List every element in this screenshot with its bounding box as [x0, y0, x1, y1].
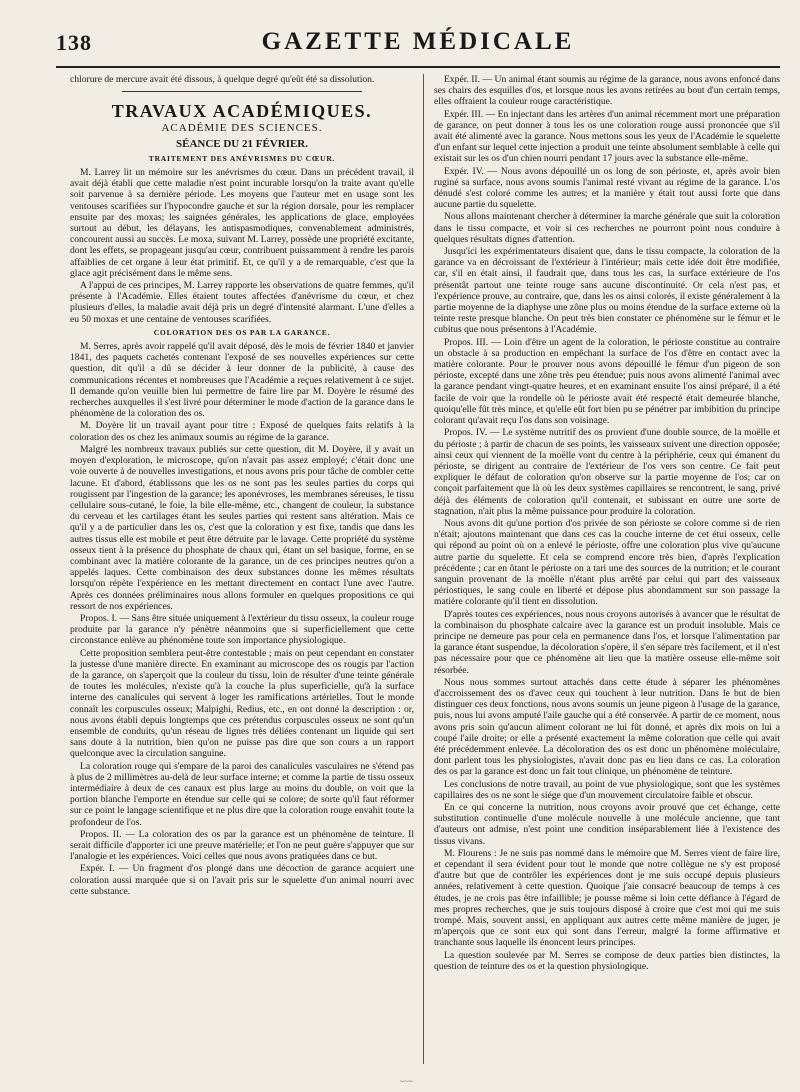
paragraph: La question soulevée par M. Serres se compose de deux parties bien distinctes, la question de teinture des os et la question physiologique. — [434, 949, 780, 972]
paragraph: La coloration rouge qui s'empare de la paroi des canalicules vasculaires ne s'étend pas à plus de 2 millimètres au-delà de leur surface interne; et comme la partie de tissu osseux intermédiaire à deux de ces canaux est plus large au moins du double, on voit que la portion blanche l'emporte en étendue sur celle qui se colore; de sorte qu'il faut réformer sur ce point le langage scientifique et ne plus dire que la coloration rouge envahit toute la profondeur de l'os. — [70, 760, 414, 828]
paragraph: Nous nous sommes surtout attachés dans cette étude à séparer les phénomènes d'accroissement des os d'avec ceux qui touchent à leur nutrition. Dans le but de bien distinguer ces deux fonctions, nous avons soumis un jeune pigeon à l'usage de la garance, puis, nous lui avons amputé l'aile gauche qui a été conservée. A partir de ce moment, nous avons pris soin qu'aucun aliment colorant ne lui fût donné, et après dix mois on lui a coupé l'aile droite; or elle a présenté exactement la même coloration que celle qui avait été précédemment enlevée. La décoloration des os est donc un phénomène moléculaire, dont parlent tous les physiologistes, n'avait donc pas eu lieu dans ce cas. La coloration des os par la garance est donc un fait tout clinique, un phénomène de teinture. — [434, 676, 780, 778]
journal-title: GAZETTE MÉDICALE — [261, 28, 575, 55]
paragraph: chlorure de mercure avait été dissous, à quelque degré qu'eût été sa dissolution. — [70, 74, 375, 85]
paragraph: Jusqu'ici les expérimentateurs disaient que, dans le tissu compacte, la coloration de la garance va en décroissant de l'extérieur à l'intérieur; mais cette idée doit être modifiée, car, s'il en était ainsi, il faudrait que, dans tous les cas, la surface extérieure de l'os présentât partout une teinte rouge sans aucune discontinuité. Or cela n'est pas, et l'expérience prouve, au contraire, que, dans les os ainsi colorés, il existe généralement à la partie moyenne de la diaphyse une zône plus ou moins étendue de la surface externe où la teinte reste presque blanche. On peut très bien constater ce phénomène sur le fémur et le cubitus que nous présentons à l'Académie. — [434, 246, 780, 336]
paragraph: En ce qui concerne la nutrition, nous croyons avoir prouvé que cet échange, cette substitution continuelle d'une molécule nouvelle à une molécule ancienne, que tant d'auteurs ont admise, n'est point une condition inséparablement liée à l'existence des tissus vivans. — [434, 802, 780, 847]
paragraph: Expér. III. — En injectant dans les artères d'un animal récemment mort une préparation de garance, on peut donner à tous les os une coloration rouge aussi prononcée que s'il avait été alimenté avec la garance. Nous mettons sous les yeux de l'Académie le squelette d'un enfant sur lequel cette injection a produit une teinte absolument semblable à celle qui existait sur les os d'un chien nourri pendant 17 jours avec la substance elle-même. — [434, 108, 780, 165]
paragraph: Propos. I. — Sans être située uniquement à l'extérieur du tissu osseux, la couleur rouge produite par la garance n'y pénètre néanmoins que si superficiellement que cette circonstance enlève au phénomène toute son importance physiologique. — [70, 612, 414, 647]
page-number: 138 — [56, 30, 92, 55]
paragraph: Expér. I. — Un fragment d'os plongé dans une décoction de garance acquiert une coloration aussi marquée que si on l'avait pris sur le squelette d'un animal nourri avec cette substance. — [70, 863, 414, 897]
page-header — [56, 26, 780, 68]
paragraph: D'après toutes ces expériences, nous nous croyons autorisés à avancer que le résultat de la combinaison du phosphate calcaire avec la garance est un produit insoluble. Mais ce principe ne demeure pas pour cela en permanence dans l'os, et lorsque l'alimentation par la garance étant suspendue, la décoloration s'opère, il s'en sépare très facilement, et il n'est pas nécessaire pour que ce phénomène ait lieu que la matière osseuse elle-même soit résorbée. — [434, 608, 780, 676]
paragraph: M. Doyère lit un travail ayant pour titre : Exposé de quelques faits relatifs à la coloration des os chez les animaux soumis au régime de la garance. — [70, 420, 414, 443]
page — [56, 26, 780, 1076]
paragraph: M. Flourens : Je ne suis pas nommé dans le mémoire que M. Serres vient de faire lire, et cependant il sera évident pour tout le monde que notre collègue ne s'y est proposé d'autre but que de contrôler les expériences dont je me suis occupé depuis plusieurs années, relativement à cette question. Quoique j'aie consacré beaucoup de temps à ces études, je ne crois pas être infaillible; je pousse même si loin cette défiance à l'égard de mes propres recherches, que je suis toujours disposé à croire que c'est moi qui me suis trompé. Mais, souvent aussi, en appliquant aux autres cette même manière de juger, je m'aperçois que ce sont eux qui sont dans l'erreur, malgré la forme affirmative et tranchante sous laquelle ils énoncent leurs principes. — [434, 847, 780, 949]
left-column — [70, 74, 414, 898]
paragraph: Nous avons dit qu'une portion d'os privée de son périoste se colore comme si de rien n'était; ajoutons maintenant que dans ces cas la couche interne de cet étui osseux, celle qui répond au point où on a enlevé le périoste, offre une coloration plus vive qu'aucune autre partie du squelette. Et cela se comprend encore très bien, d'après l'explication précédente ; car en ôtant le périoste on a tari une des sources de la nutrition; et le courant sanguin provenant de la moëlle n'étant plus arrêté par celui qui part des vaisseaux périostiques, le sang coule en liberté et dépose plus abondamment sur son passage la matière colorante qu'il tient en dissolution. — [434, 517, 780, 608]
subtitle-aneurysms: TRAITEMENT DES ANÉVRISMES DU CŒUR. — [148, 153, 336, 163]
paragraph: Les conclusions de notre travail, au point de vue physiologique, sont que les systèmes capillaires des os ne sont le siége que d'un mouvement circulatoire faible et obscur. — [434, 778, 780, 801]
paragraph: Propos. III. — Loin d'être un agent de la coloration, le périoste constitue au contraire un obstacle à sa production en empêchant la surface de l'os d'être en contact avec la matière colorante. Pour le prouver nous avons dépouillé le fémur d'un pigeon de son périoste, excepté dans une zône très peu étendue; puis nous avons alimenté l'animal avec la garance pendant vingt-quatre heures, et en examinant ensuite l'os ainsi préparé, il a été facile de voir que la rondelle où le périoste avait été respecté était demeurée blanche, quoiqu'elle fût très mince, et qu'elle eût fort bien pu se pénétrer par imbibition du principe colorant qu'avait reçu l'os dans son voisinage. — [434, 336, 780, 427]
paragraph: Nous allons maintenant chercher à déterminer la marche générale que suit la coloration dans le tissu compacte, et voir si ces recherches ne pourront point nous conduire à quelques résultats dignes d'attention. — [434, 211, 780, 245]
seance-heading: SÉANCE DU 21 FÉVRIER. — [175, 137, 309, 150]
column-divider — [423, 74, 424, 1064]
subtitle-coloration: COLORATION DES OS PAR LA GARANCE. — [153, 327, 331, 337]
paragraph: Expér. II. — Un animal étant soumis au régime de la garance, nous avons enfoncé dans ses chairs des esquilles d'os, et lorsque nous les avons retirées au bout d'un certain temps, elles offraient la couleur rouge caractéristique. — [434, 74, 780, 108]
paragraph: A l'appui de ces principes, M. Larrey rapporte les observations de quatre femmes, qu'il présente à l'Académie. Elles étaient toutes affectées d'anévrisme du cœur, et chez plusieurs d'elles, la maladie avait déjà pris un degré d'intensité alarmant. L'une d'elles a eu 50 moxas et une centaine de ventouses scarifiées. — [70, 280, 414, 325]
paragraph: Malgré les nombreux travaux publiés sur cette question, dit M. Doyère, il y avait un moyen d'exploration, le microscope, qu'on n'avait pas assez employé; c'était donc une voie ouverte à de nouvelles investigations, et nous avons pris pour tâche de combler cette lacune. Et d'abord, établissons que les os ne sont pas les seules parties du corps qui rougissent par l'ingestion de la garance; les aponévroses, les membranes séreuses, le tissu cellulaire sous-cutané, le foie, la bile elle-même, etc., changent de couleur, la substance du cerveau et les cartilages étant les seules parties qui restent sans altération. Mais ce qu'il y a de particulier dans les os, c'est que la coloration y est fixe, tandis que dans les autres tissus elle est mobile et peut être détruite par le lavage. Cette propriété du système osseux tient à la présence du phosphate de chaux qui, étant un sel basique, forme, en se combinant avec la matière colorante de la garance, un de ces principes neutres qu'on a appelés laques. Cette combinaison des deux substances donne les mêmes résultats lorsqu'on répète l'expérience en les mettant directement en contact l'une avec l'autre. Après ces données préliminaires nous allons formuler en quelques propositions ce qui ressort de nos expériences. — [70, 443, 414, 612]
paragraph: Propos. IV. — Le système nutritif des os provient d'une double source, de la moëlle et du périoste ; à partir de chacun de ses points, les vaisseaux suivent une direction opposée; ainsi ceux qui viennent de la moëlle vont du centre à la périphérie, ceux qui émanent du périoste, se dirigent au contraire de l'extérieur de l'os vers son centre. Ce fait peut expliquer le défaut de coloration qu'on observe sur la partie moyenne de l'os; car on conçoit parfaitement que là où les deux systèmes capillaires se rencontrent, le sang, privé déjà des éléments de coloration qu'il contenait, et subissant en outre une sorte de stagnation, n'ait plus la même puissance pour produire la coloration. — [434, 427, 780, 517]
paragraph: M. Larrey lit un mémoire sur les anévrismes du cœur. Dans un précédent travail, il avait déjà établi que cette maladie n'est point incurable lorsqu'on la traite avant qu'elle soit parvenue à sa dernière période. Les moyens que l'auteur met en usage sont les ventouses scarifiées sur l'hypocondre gauche et sur la région dorsale, pour les remplacer ensuite par des moxas; les saignées générales, les applications de glace, employées surtout au début, les délayans, les antispasmodiques, convenablement administrés, concourent aussi au succès. Le moxa, suivant M. Larrey, possède une propriété excitante, dont les effets, se propageant jusqu'au cœur, contribuent puissamment à rendre les parois affaiblies de cet organe à leur état primitif. Et, ce qu'il y a de remarquable, c'est que la glace agit précisément dans le même sens. — [70, 167, 414, 279]
paragraph: Propos. II. — La coloration des os par la garance est un phénomène de teinture. Il serait difficile d'apporter ici une preuve matérielle; et l'on ne peut guère s'appuyer que sur l'analogie et les expériences. Voici celles que nous avons pratiquées dans ce but. — [70, 828, 414, 863]
divider — [122, 91, 363, 92]
right-column — [434, 74, 780, 973]
academy-heading: ACADÉMIE DES SCIENCES. — [161, 122, 323, 135]
paragraph: M. Serres, après avoir rappelé qu'il avait déposé, dès le mois de février 1840 et janvier 1841, des paquets cachetés contenant l'exposé de ses nouvelles expériences sur cette question, dit qu'il a dû se décider à leur donner de la publicité, à cause des communications récentes et nombreuses que l'Académie a reçues relativement à ce sujet. Il demande qu'on veuille bien lui permettre de faire lire par M. Doyère le résumé des recherches auxquelles il s'est livré pour déterminer le mode d'action de la garance dans le phénomène de la coloration des os. — [70, 341, 414, 420]
printer-mark: ~~~ — [400, 1077, 413, 1086]
paragraph: Expér. IV. — Nous avons dépouillé un os long de son périoste, et, après avoir bien ruginé sa surface, nous avons soumis l'animal resté vivant au régime de la garance. L'os dénudé s'est coloré comme les autres; et la manière y était tout aussi forte que dans aucune partie du squelette. — [434, 165, 780, 211]
paragraph: Cette proposition semblera peut-être contestable ; mais on peut cependant en constater la justesse d'une manière directe. En examinant au microscope des os rougis par l'action de la garance, on s'aperçoit que la couleur du tissu, loin de résulter d'une teinte générale de toutes les molécules, n'existe qu'à la couche la plus superficielle, qu'à la surface interne des canalicules qui servent à loger les ramifications artérielles. Tout le monde connaît les corpuscules osseux; Malpighi, Redius, etc., en ont donné la description : or, nous avons établi depuis longtemps que ces prétendus corpuscules osseux ne sont qu'un ensemble de conduits, qu'un réseau de lignes très déliées contenant un liquide qui sert sans doute à la nutrition, bien qu'on ne puisse pas dire que son cours a un rapport quelconque avec la circulation sanguine. — [70, 647, 414, 760]
section-title: TRAVAUX ACADÉMIQUES. — [111, 101, 373, 122]
